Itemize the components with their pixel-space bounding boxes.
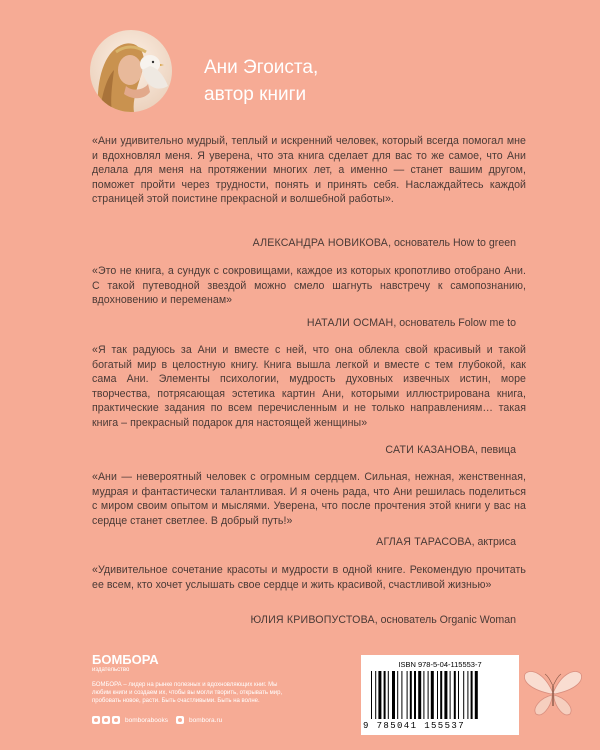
barcode-bar (444, 671, 447, 719)
testimonial-text: «Ани — невероятный человек с огромным сердцем. Сильная, нежная, женственная, мудрая и фантастически талантливая. И я очень рада, что Ани решилась поделиться с миром своим опытом и мыслями. Уверена, что после прочтения этой книги у вас на сердце станет светлее. В добрый путь!» (92, 471, 526, 527)
barcode-bar (384, 671, 386, 719)
testimonial-author-role: , основатель Organic Woman (374, 614, 516, 626)
globe-icon (176, 716, 184, 724)
vk-icon (102, 716, 110, 724)
barcode-bar (378, 671, 381, 719)
testimonial-signature (376, 536, 516, 549)
barcode-bar (423, 671, 424, 719)
testimonial-signature (307, 317, 516, 330)
testimonial-author-role: , основатель How to green (388, 237, 516, 249)
barcode-bar (407, 671, 408, 719)
barcode-bar (467, 671, 468, 719)
publisher-logo: БОМБОРА (92, 652, 159, 667)
telegram-icon (92, 716, 100, 724)
author-caption (204, 54, 318, 108)
testimonial-signature (251, 614, 517, 627)
isbn-label: ISBN 978-5-04-115553-7 (398, 660, 482, 669)
barcode-bar (471, 671, 473, 719)
barcode-bar (418, 671, 421, 719)
barcode-bar (414, 671, 416, 719)
publisher-logo-subtitle: издательство (92, 667, 130, 673)
publisher-description: БОМБОРА – лидер на рынке полезных и вдохновляющих книг. Мы любим книги и создаем их, чтобы вы могли творить, открывать мир, пробовать новое, расти. Быть счастливыми. Быть на волне. (92, 682, 283, 704)
barcode-bar (475, 671, 478, 719)
publisher-social-handle: bomborabooks (125, 716, 168, 724)
testimonial-text: «Это не книга, а сундук с сокровищами, каждое из которых кропотливо отобрано Ани. С такой путеводной звездой можно смело шагнуть навстречу к самопознанию, вдохновению и переменам» (92, 265, 526, 307)
testimonial-author-role: , актриса (471, 536, 516, 548)
instagram-icon (112, 716, 120, 724)
testimonial-author: АГЛАЯ ТАРАСОВА (376, 536, 472, 548)
publisher-website: bombora.ru (189, 716, 223, 724)
testimonial-signature (385, 444, 516, 457)
testimonial-author: НАТАЛИ ОСМАН (306, 317, 394, 329)
barcode-bar (410, 671, 412, 719)
barcode-bars (371, 671, 511, 721)
testimonial-author: АЛЕКСАНДРА НОВИКОВА (252, 237, 389, 249)
barcode-bar (440, 671, 442, 719)
testimonial-text: «Удивительное сочетание красоты и мудрости в одной книге. Рекомендую прочитать ее всем, кто хочет услышать свое сердце и жить красивой, счастливой жизнью» (92, 564, 526, 591)
testimonial-author-role: , основатель Folow me to (393, 317, 516, 329)
barcode-bar (401, 671, 402, 719)
testimonial-author: САТИ КАЗАНОВА (385, 444, 475, 456)
testimonial-author-role: , певица (474, 444, 516, 456)
barcode-bar (375, 671, 376, 719)
barcode-bar (437, 671, 438, 719)
barcode-number: 9 785041 155537 (363, 721, 466, 731)
author-name: Ани Эгоиста, (204, 57, 319, 78)
barcode-bar (431, 671, 434, 719)
testimonial-signature (253, 237, 516, 250)
testimonial-text: «Ани удивительно мудрый, теплый и искренний человек, который всегда помогал мне и вдохновлял меня. Я уверена, что эта книга сделает для вас то же самое, что Ани делала для меня на протяжении многих лет, а именно — станет вашим другом, поможет пройти через трудности, понять и принять себя. Наслаждайтесь каждой страницей этой поистине прекрасной и волшебной работы». (92, 135, 526, 206)
testimonial-text: «Я так радуюсь за Ани и вместе с ней, что она облекла свой красивый и такой богатый мир в целостную книгу. Книга вышла легкой и вместе с тем глубокой, как сама Ани. Элементы психологии, мудрость духовных извечных истин, море творчества, потрясающая эстетика картин Ани, которыми иллюстрирована книга, практические задания по всем перечисленным и не только направлениям… такая книга – прекрасный подарок для настоящей женщины» (92, 344, 526, 429)
barcode-bar (428, 671, 429, 719)
portrait-photo (90, 30, 172, 112)
barcode (361, 655, 519, 735)
author-portrait (90, 30, 172, 112)
barcode-bar (397, 671, 398, 719)
barcode-bar (454, 671, 456, 719)
testimonial-author: ЮЛИЯ КРИВОПУСТОВА (250, 614, 375, 626)
barcode-bar (388, 671, 389, 719)
publisher-social-links (92, 716, 228, 724)
barcode-bar (371, 671, 372, 719)
author-role: автор книги (204, 84, 307, 105)
barcode-bar (450, 671, 451, 719)
butterfly-icon (522, 666, 584, 720)
barcode-bar (463, 671, 464, 719)
barcode-bar (458, 671, 459, 719)
barcode-bar (392, 671, 395, 719)
